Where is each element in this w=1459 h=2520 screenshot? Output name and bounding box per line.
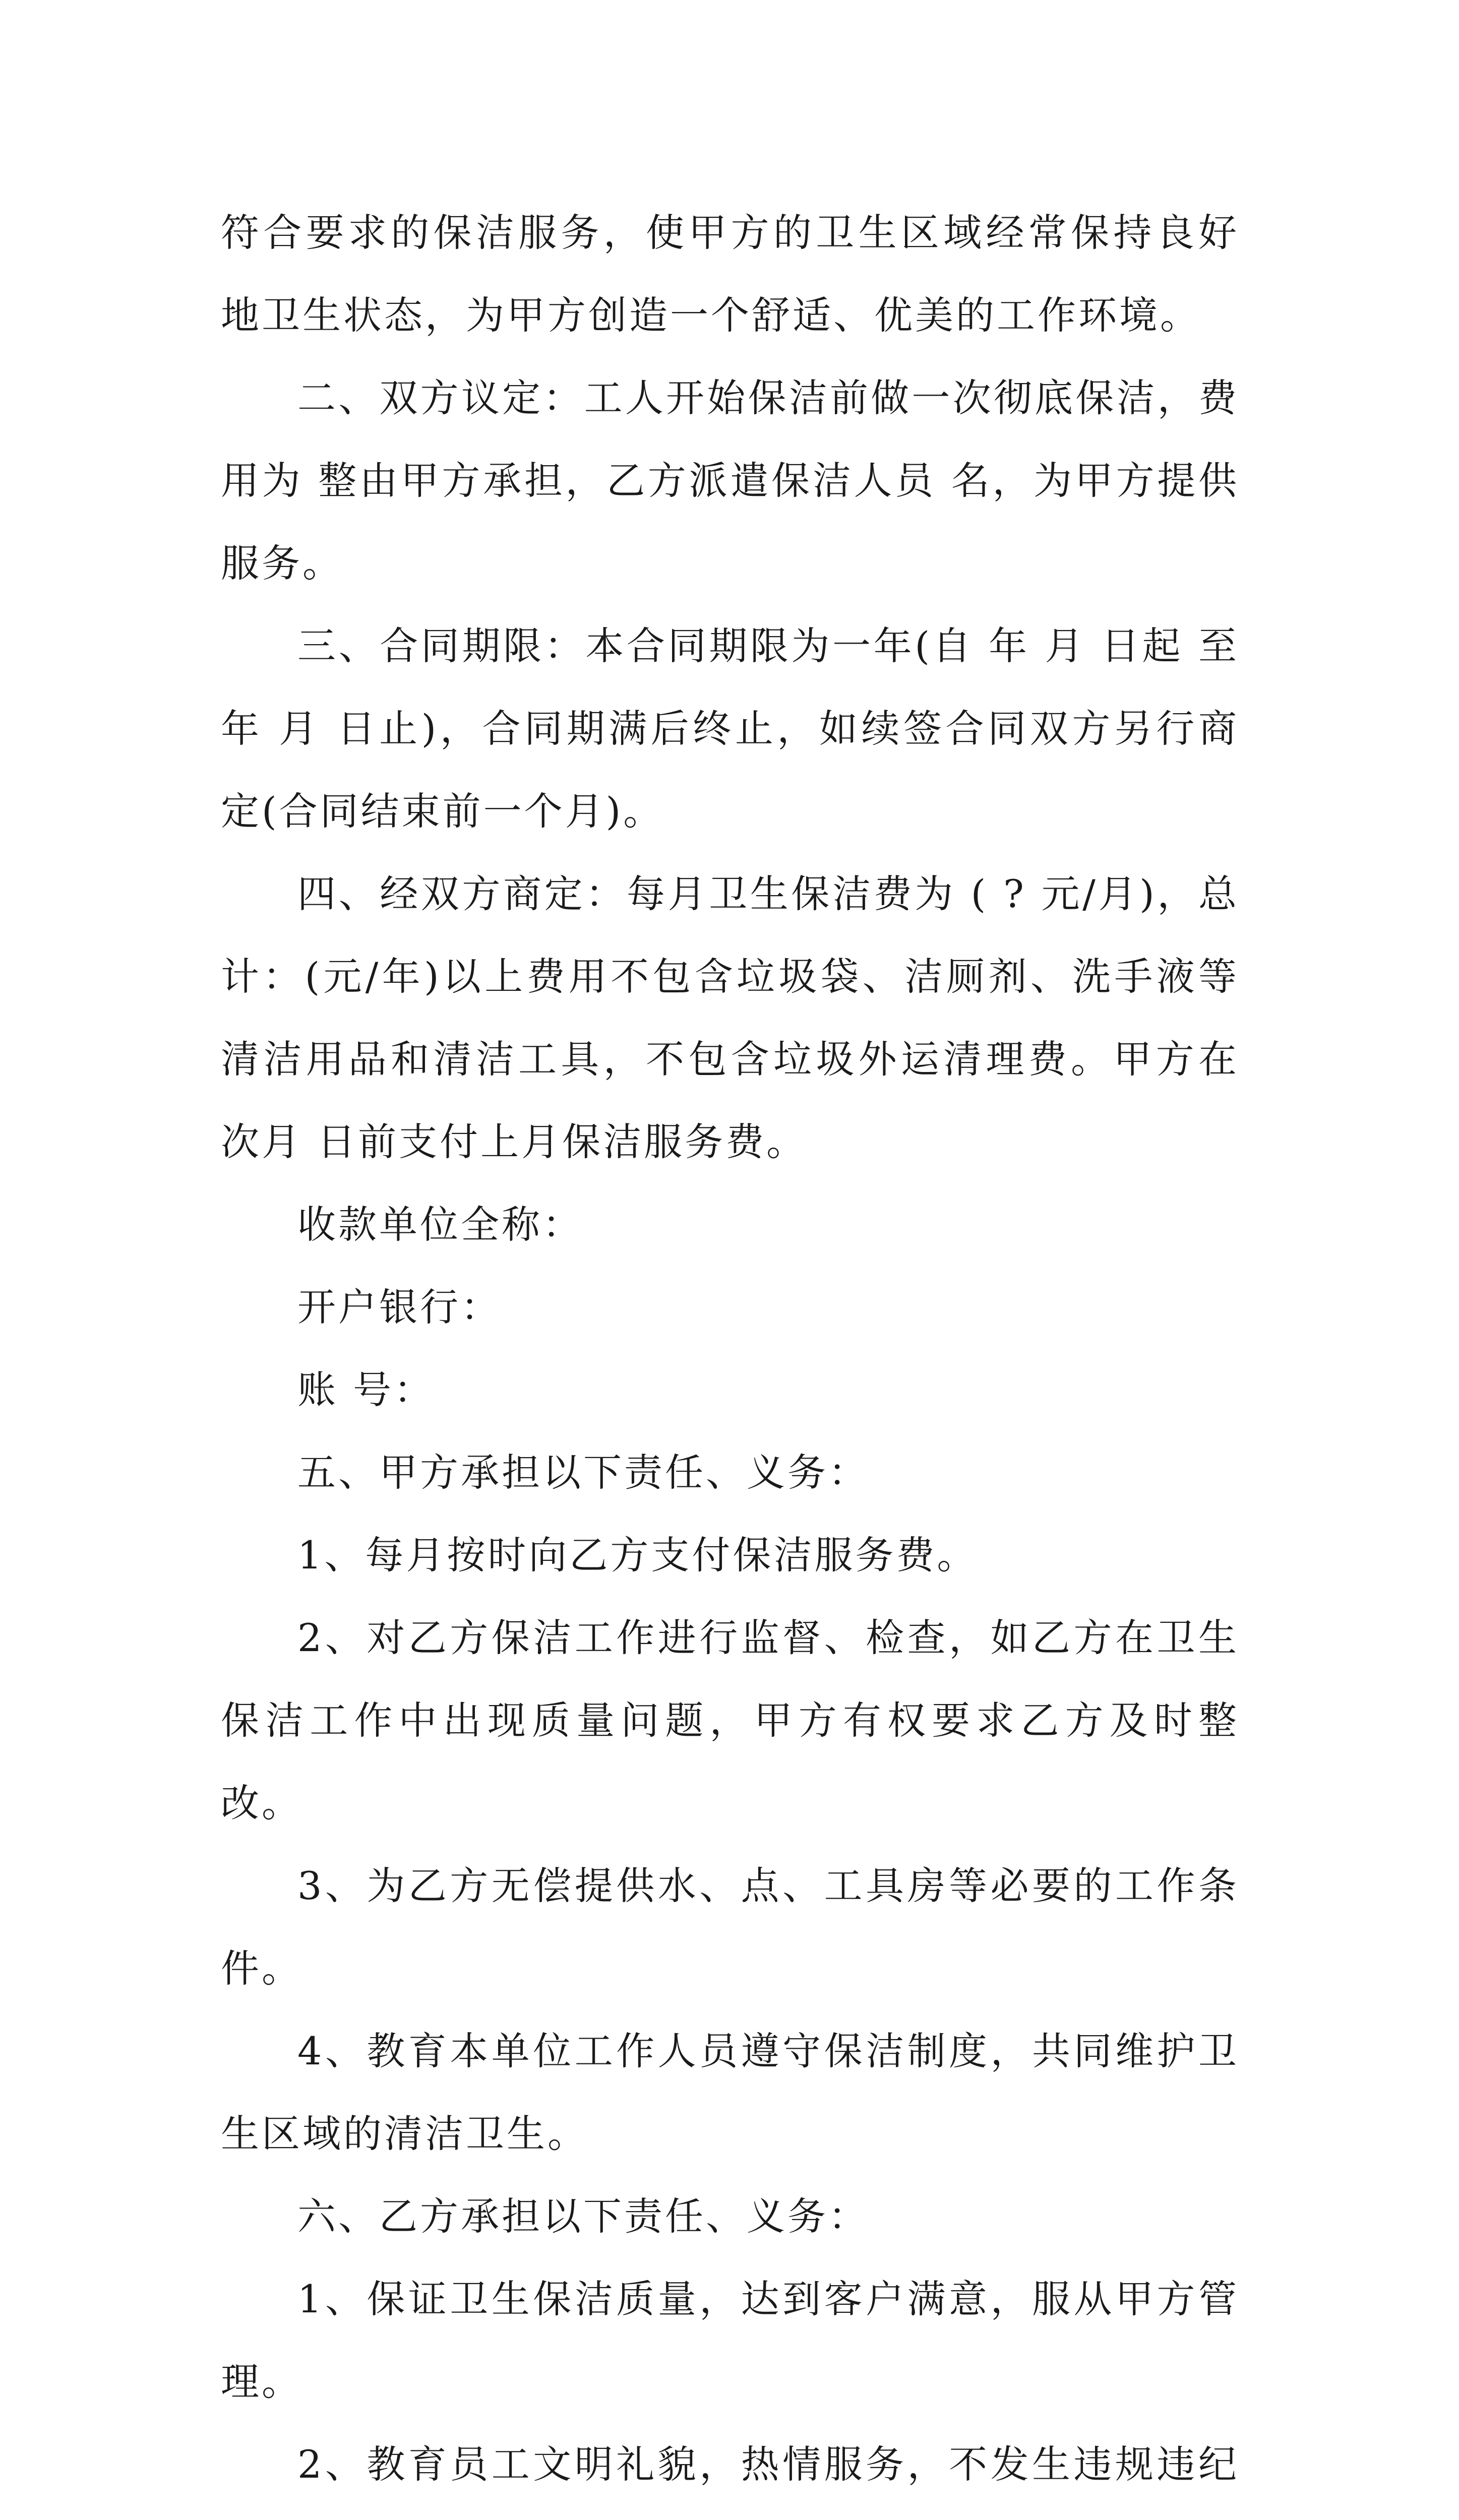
clause-5-item-2: 2、对乙方保洁工作进行监督、检查，如乙方在卫生保洁工作中出现质量问题，甲方有权要求乙方及时整改。 [221, 1615, 1239, 1825]
payee-name-line: 收款单位全称： [297, 1202, 583, 1247]
paragraph-clause-3: 三、合同期限：本合同期限为一年(自 年 月 日起 至 年 月 日止)，合同期满后终止，如续签合同双方另行商定(合同结束前一个月)。 [221, 623, 1239, 834]
paragraph-clause-6-heading: 六、乙方承担以下责任、义务： [297, 2194, 869, 2239]
clause-6-item-2: 2、教育员工文明礼貌，热情服务，不发生违规违纪 [297, 2442, 1239, 2487]
clause-6-item-1: 1、保证卫生保洁质量，达到客户满意，服从甲方管理。 [221, 2277, 1239, 2404]
paragraph-clause-2: 二、双方议定：工人开始保洁前做一次彻底保洁，费用为 整由甲方承担，乙方派遣保洁人员 名，为甲方提供服务。 [221, 375, 1239, 586]
document-body [221, 192, 1239, 2520]
account-line: 账 号： [297, 1367, 435, 1412]
clause-5-item-1: 1、每月按时向乙方支付保洁服务费。 [297, 1533, 978, 1578]
clause-5-item-4: 4、教育本单位工作人员遵守保洁制度，共同维护卫生区域的清洁卫生。 [221, 2029, 1239, 2156]
paragraph-continuation: 符合要求的保洁服务，使甲方的卫生区域经常保持良好地卫生状态，为甲方创造一个舒适、优美的工作环境。 [221, 210, 1239, 338]
paragraph-clause-4: 四、经双方商定：每月卫生保洁费为 ( ? 元/月)，总计：(元/年)以上费用不包含垃圾袋、洁厕剂、洗手液等清洁用品和清洁工具，不包含垃圾外运清理费。甲方在次月 日前支付上月保洁服务费。 [221, 871, 1239, 1164]
bank-line: 开户银行： [297, 1285, 502, 1330]
paragraph-clause-5-heading: 五、甲方承担以下责任、义务： [297, 1450, 869, 1495]
clause-5-item-3: 3、为乙方无偿提供水、点、工具房等必要的工作条件。 [221, 1863, 1239, 1991]
